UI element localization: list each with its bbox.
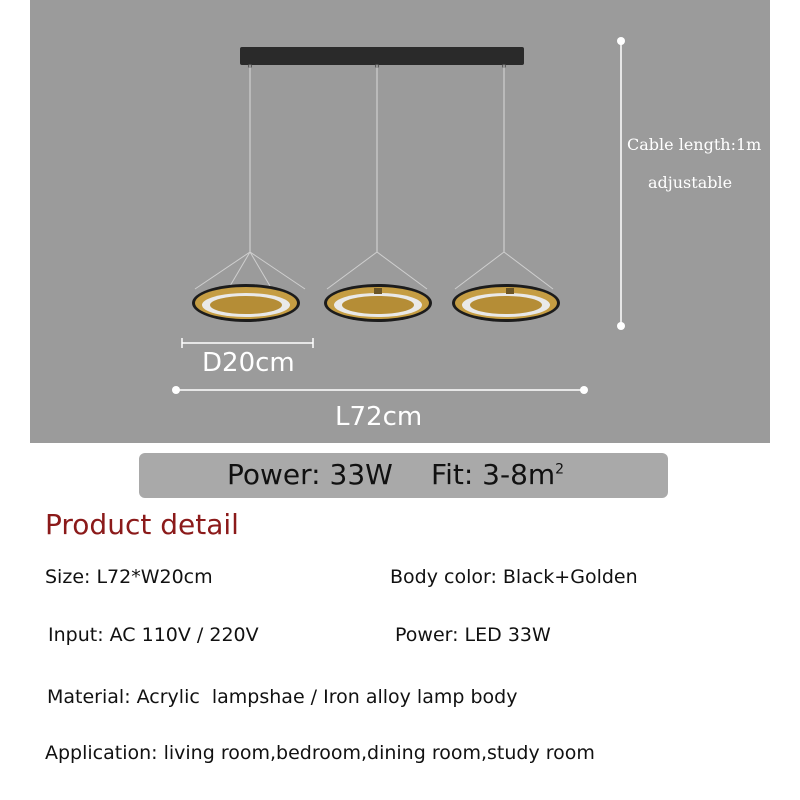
ring-lamp: [192, 252, 305, 322]
cable-adjustable-label: adjustable: [648, 173, 733, 192]
length-dimension-line: [172, 386, 588, 394]
fit-area-superscript: 2: [555, 461, 565, 478]
size-spec: Size: L72*W20cm: [45, 566, 213, 588]
diameter-label: D20cm: [202, 348, 295, 378]
length-label: L72cm: [335, 402, 423, 432]
diameter-dimension-line: [182, 338, 313, 348]
power-spec: Power: LED 33W: [395, 624, 551, 646]
ceiling-bar: [240, 47, 524, 65]
product-detail-heading: Product detail: [45, 508, 239, 541]
body-color-spec: Body color: Black+Golden: [390, 566, 638, 588]
ring-lamp: [324, 252, 432, 322]
fit-area: [431, 458, 564, 491]
material-spec: Material: Acrylic lampshae / Iron alloy lamp body: [47, 686, 518, 708]
power-banner: [139, 453, 668, 498]
power-rating: Power: 33W: [227, 458, 393, 491]
input-spec: Input: AC 110V / 220V: [48, 624, 259, 646]
cable-length-label: Cable length:1m: [627, 135, 762, 154]
product-image: [30, 0, 770, 443]
application-spec: Application: living room,bedroom,dining room,study room: [45, 742, 595, 764]
ring-lamp: [452, 252, 560, 322]
fit-area-text: Fit: 3-8m: [431, 458, 556, 491]
pendant-lamp-illustration: [30, 0, 770, 443]
cable-length-dimension-line: [617, 37, 625, 330]
